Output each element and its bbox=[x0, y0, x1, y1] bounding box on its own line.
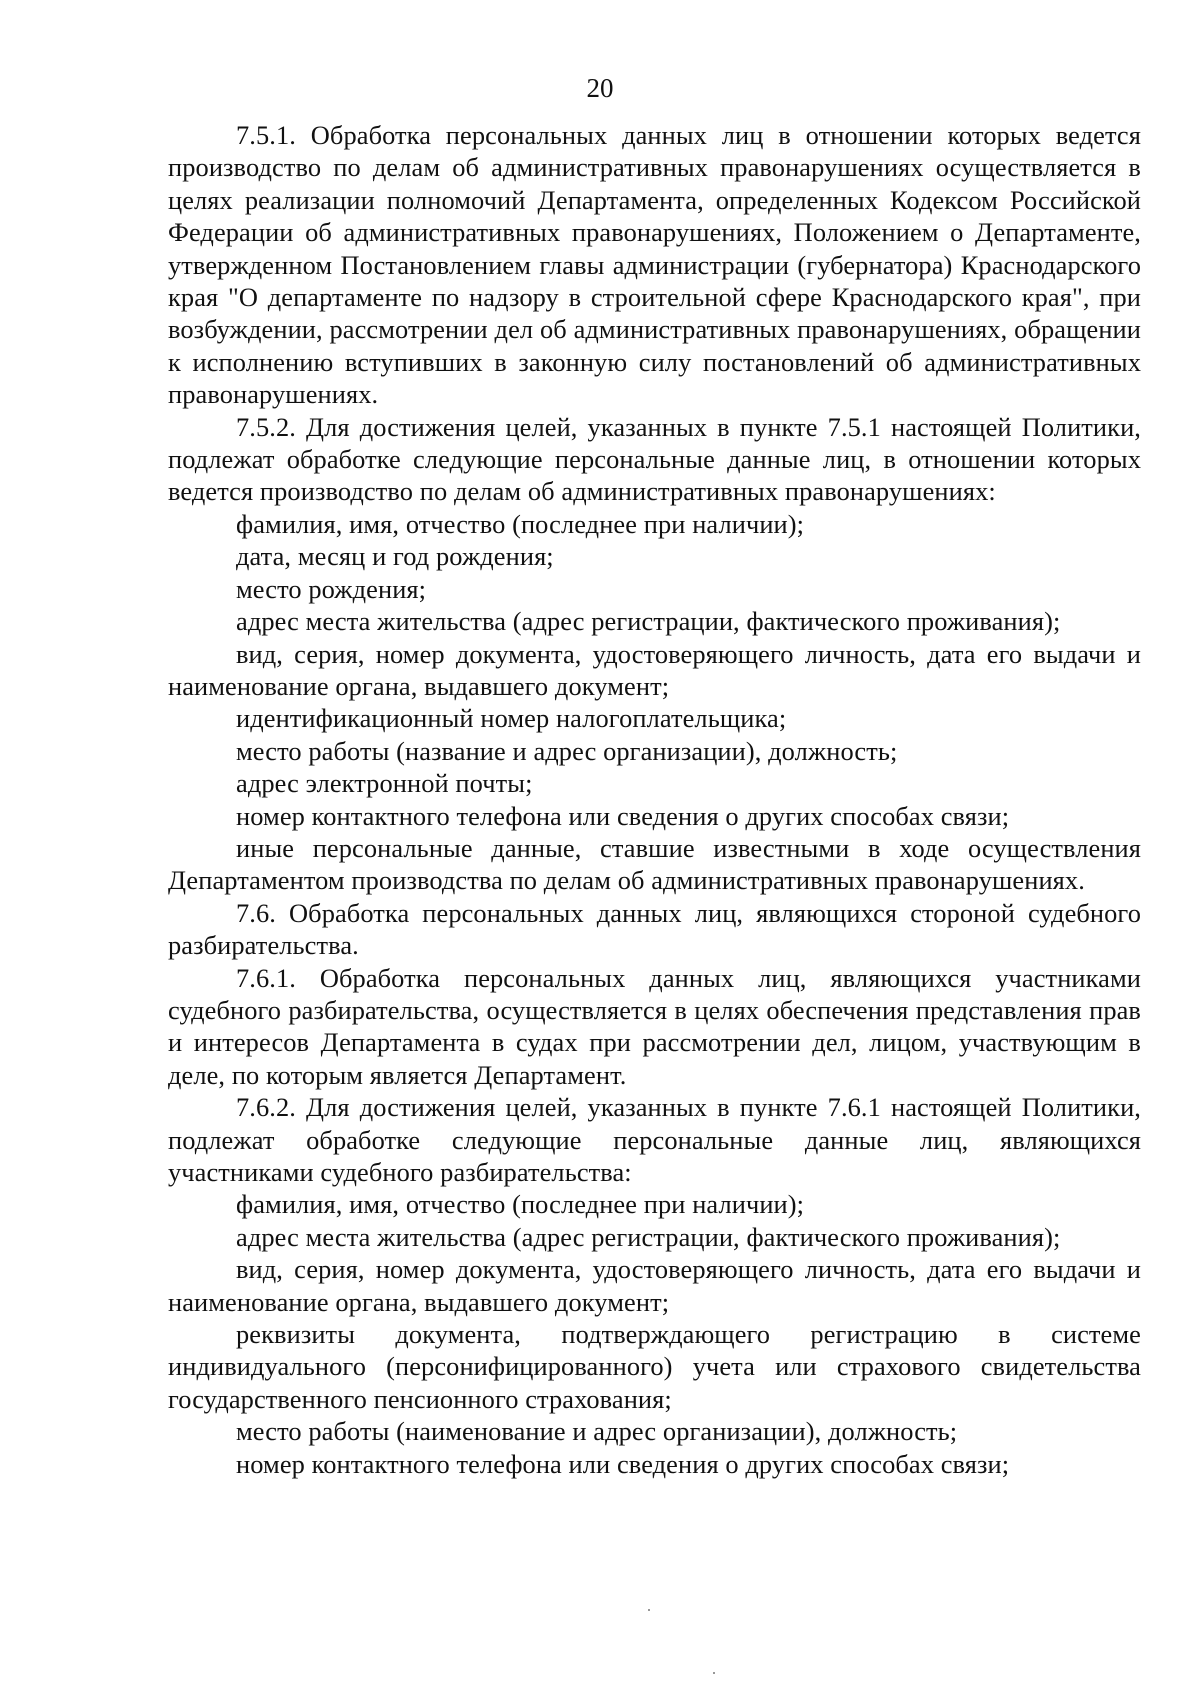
list-item: реквизиты документа, подтверждающего регистрацию в системе индивидуального (персонифицированного) учета или страхового свидетельства государственного пенсионного страхования; bbox=[168, 1319, 1141, 1414]
list-item: фамилия, имя, отчество (последнее при наличии); bbox=[236, 508, 805, 539]
list-item: дата, месяц и год рождения; bbox=[236, 541, 554, 572]
list-item: адрес места жительства (адрес регистрации, фактического проживания); bbox=[236, 1221, 1061, 1252]
list-item: место рождения; bbox=[236, 573, 427, 604]
list-item: место работы (наименование и адрес организации), должность; bbox=[236, 1416, 958, 1447]
list-item: вид, серия, номер документа, удостоверяющего личность, дата его выдачи и наименование органа, выдавшего документ; bbox=[168, 638, 1141, 701]
list-item: идентификационный номер налогоплательщика; bbox=[236, 703, 787, 734]
list-item: вид, серия, номер документа, удостоверяющего личность, дата его выдачи и наименование органа, выдавшего документ; bbox=[168, 1254, 1141, 1317]
document-body bbox=[168, 119, 1141, 1480]
list-item: адрес места жительства (адрес регистрации, фактического проживания); bbox=[236, 606, 1061, 637]
list-item: фамилия, имя, отчество (последнее при наличии); bbox=[236, 1189, 805, 1220]
scan-speck bbox=[648, 1609, 650, 1611]
paragraph-7-6-2: 7.6.2. Для достижения целей, указанных в пункте 7.6.1 настоящей Политики, подлежат обработке следующие персональные данные лиц, являющихся участниками судебного разбирательства: bbox=[168, 1092, 1141, 1187]
scan-speck bbox=[713, 1672, 715, 1674]
list-item: номер контактного телефона или сведения о других способах связи; bbox=[236, 800, 1010, 831]
paragraph-7-6-1: 7.6.1. Обработка персональных данных лиц, являющихся участниками судебного разбирательства, осуществляется в целях обеспечения представления прав и интересов Департамента в судах при рассмотрении дел, лицом, участвующим в деле, по которым является Департамент. bbox=[168, 962, 1141, 1090]
list-item: иные персональные данные, ставшие известными в ходе осуществления Департаментом производства по делам об административных правонарушениях. bbox=[168, 832, 1141, 896]
page-number: 20 bbox=[586, 73, 614, 103]
paragraph-7-6: 7.6. Обработка персональных данных лиц, являющихся стороной судебного разбирательства. bbox=[168, 897, 1141, 961]
list-item: место работы (название и адрес организации), должность; bbox=[236, 735, 898, 766]
list-item: адрес электронной почты; bbox=[236, 768, 533, 799]
paragraph-7-5-2: 7.5.2. Для достижения целей, указанных в пункте 7.5.1 настоящей Политики, подлежат обработке следующие персональные данные лиц, в отношении которых ведется производство по делам об административных правонарушениях: bbox=[168, 411, 1141, 507]
list-item: номер контактного телефона или сведения о других способах связи; bbox=[236, 1448, 1010, 1479]
paragraph-7-5-1: 7.5.1. Обработка персональных данных лиц в отношении которых ведется производство по делам об административных правонарушениях осуществляется в целях реализации полномочий Департамента, определенных Кодексом Российской Федерации об административных правонарушениях, Положением о Департаменте, утвержденном Постановлением главы администрации (губернатора) Краснодарского края "О департаменте по надзору в строительной сфере Краснодарского края", при возбуждении, рассмотрении дел об административных правонарушениях, обращении к исполнению вступивших в законную силу постановлений об административных правонарушениях. bbox=[168, 120, 1141, 410]
